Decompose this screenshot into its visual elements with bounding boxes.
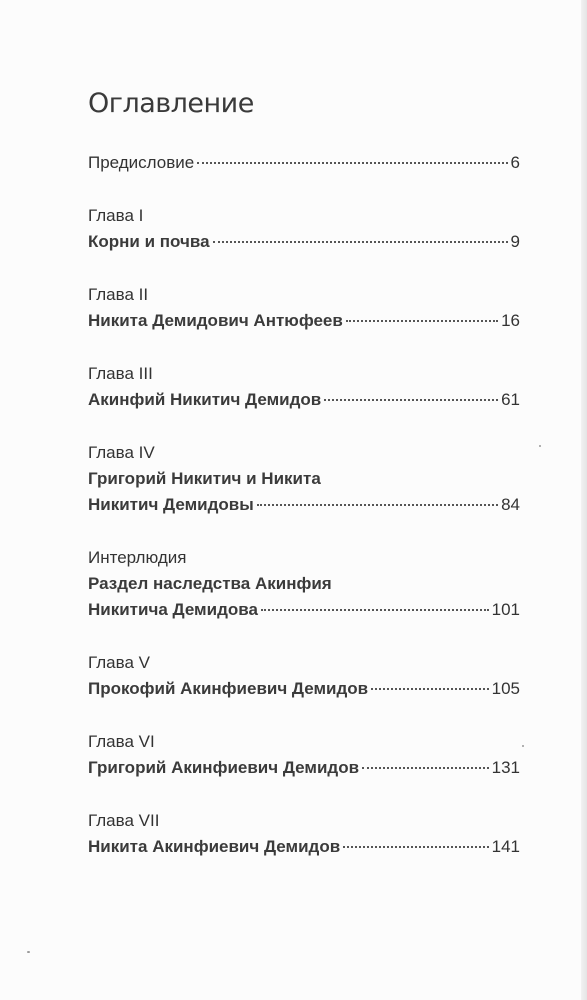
chapter-label: Глава VI (88, 732, 155, 751)
toc-line (88, 597, 520, 623)
toc-line (88, 492, 520, 518)
chapter-label: Глава IV (88, 443, 155, 462)
chapter-title: Акинфий Никитич Демидов (88, 390, 322, 409)
chapter-title: Григорий Никитич и Никита (88, 469, 321, 488)
toc-entry (88, 361, 520, 413)
dot-leader (197, 162, 507, 164)
chapter-title: Корни и почва (88, 232, 210, 251)
section-title: Предисловие (88, 153, 195, 172)
toc-line (88, 571, 520, 597)
chapter-title: Прокофий Акинфиевич Демидов (88, 679, 369, 698)
table-of-contents (88, 150, 520, 887)
toc-entry (88, 150, 520, 176)
speck-mark (27, 951, 30, 953)
page-number: 101 (491, 600, 520, 619)
dot-leader (343, 846, 488, 848)
dot-leader (213, 241, 508, 243)
page-number: 141 (491, 837, 520, 856)
page-number: 105 (491, 679, 520, 698)
toc-entry (88, 650, 520, 702)
chapter-title: Раздел наследства Акинфия (88, 574, 332, 593)
page-edge (581, 0, 587, 1000)
chapter-title: Григорий Акинфиевич Демидов (88, 758, 360, 777)
page-number: 16 (501, 311, 520, 330)
toc-line (88, 150, 520, 176)
page-number: 61 (501, 390, 520, 409)
chapter-label: Глава VII (88, 811, 160, 830)
dot-leader (362, 767, 489, 769)
toc-line (88, 387, 520, 413)
chapter-label: Глава II (88, 285, 149, 304)
chapter-title: Никита Демидович Антюфеев (88, 311, 343, 330)
page-title: Оглавление (88, 88, 254, 119)
page-number: 9 (510, 232, 520, 251)
dot-leader (257, 504, 498, 506)
toc-line (88, 466, 520, 492)
dot-leader (346, 320, 498, 322)
toc-line (88, 308, 520, 334)
toc-entry (88, 282, 520, 334)
toc-line (88, 834, 520, 860)
toc-line (88, 676, 520, 702)
chapter-label: Глава V (88, 653, 150, 672)
toc-entry (88, 545, 520, 623)
page-number: 6 (510, 153, 520, 172)
page-number: 84 (501, 495, 520, 514)
page-number: 131 (491, 758, 520, 777)
chapter-label: Интерлюдия (88, 548, 187, 567)
toc-line (88, 229, 520, 255)
chapter-label: Глава I (88, 206, 144, 225)
chapter-title: Никитич Демидовы (88, 495, 254, 514)
chapter-title: Никитича Демидова (88, 600, 258, 619)
toc-entry (88, 203, 520, 255)
speck-mark (522, 745, 524, 747)
speck-mark (539, 445, 541, 447)
toc-line (88, 755, 520, 781)
chapter-title: Никита Акинфиевич Демидов (88, 837, 341, 856)
toc-entry (88, 729, 520, 781)
dot-leader (324, 399, 498, 401)
toc-entry (88, 440, 520, 518)
dot-leader (261, 609, 489, 611)
toc-entry (88, 808, 520, 860)
chapter-label: Глава III (88, 364, 153, 383)
dot-leader (371, 688, 488, 690)
